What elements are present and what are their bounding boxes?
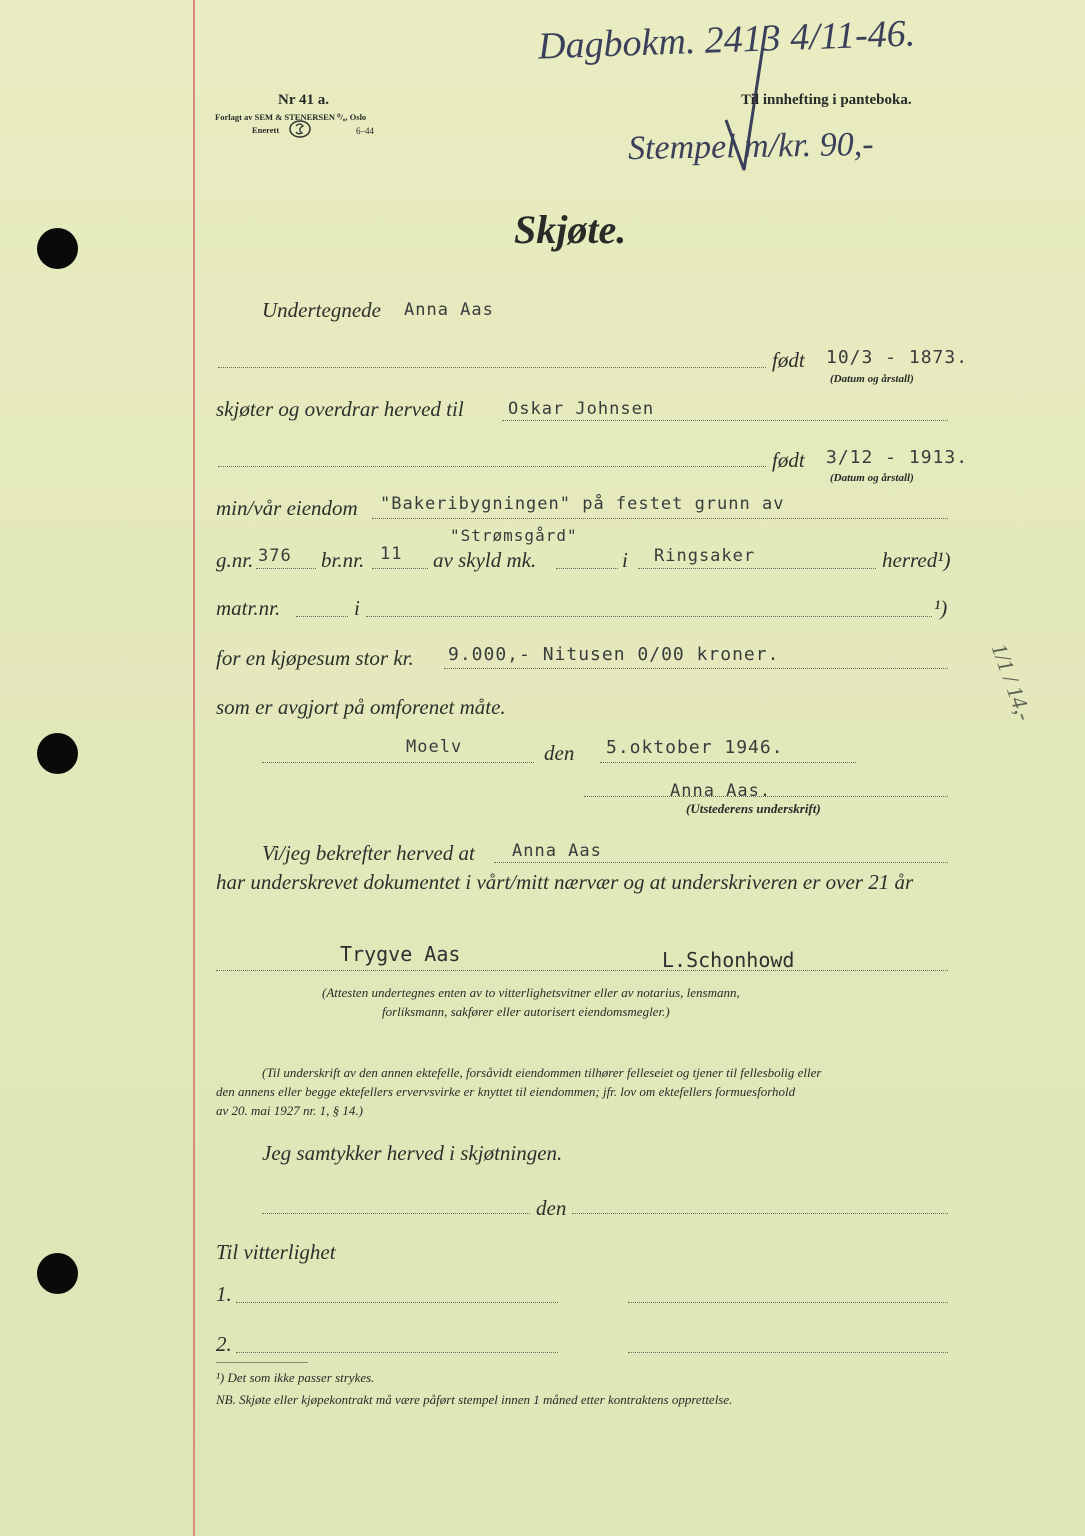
footnote-2: NB. Skjøte eller kjøpekontrakt må være påført stempel innen 1 måned etter kontraktens opprettelse.: [216, 1392, 733, 1407]
seller-name: Anna Aas: [404, 300, 494, 320]
date-line: [600, 762, 856, 763]
margin-pencil-marks: 1/1 / 14,-: [986, 640, 1038, 724]
punch-hole-bottom: [37, 1253, 78, 1294]
form-number: Nr 41 a.: [278, 92, 329, 108]
matr-label: matr.nr.: [216, 596, 281, 620]
farm-name: "Strømsgård": [450, 526, 578, 545]
matr-i-label: i: [354, 596, 360, 620]
consent-place-line: [262, 1213, 530, 1214]
seller-born-label: født: [772, 348, 805, 372]
price-settled: som er avgjort på omforenet måte.: [216, 695, 506, 719]
signing-place: Moelv: [406, 737, 463, 757]
brnr-value: 11: [380, 544, 403, 564]
spouse-note-1: (Til underskrift av den annen ektefelle, forsåvidt eiendommen tilhører felleseiet og tjener til fellesbolig eller: [262, 1065, 822, 1080]
stamp-note: Stempel m/kr. 90,-: [627, 125, 874, 168]
consent-text: Jeg samtykker herved i skjøtningen.: [262, 1141, 563, 1165]
witness-1: Trygve Aas: [340, 942, 461, 966]
attestation-line-2b: [628, 1352, 948, 1353]
witness-subject: Anna Aas: [512, 841, 602, 861]
signing-date: 5.oktober 1946.: [606, 737, 784, 758]
herred-label: herred¹): [882, 548, 951, 572]
price-line: [444, 668, 948, 669]
buyer-line-2: [218, 466, 766, 467]
punch-hole-middle: [37, 733, 78, 774]
gnr-line: [256, 568, 316, 569]
seller-label: Undertegnede: [262, 298, 381, 322]
footnote-rule: [216, 1362, 308, 1363]
witness-line: [216, 970, 948, 971]
issuer-signature: Anna Aas.: [670, 781, 772, 801]
witness-note-1: (Attesten undertegnes enten av to vitterlighetsvitner eller av notarius, lensmann,: [322, 985, 740, 1000]
skyld-line: [556, 568, 618, 569]
price-label: for en kjøpesum stor kr.: [216, 646, 414, 670]
matr-note: ¹): [934, 596, 948, 620]
skyld-label: av skyld mk.: [433, 548, 537, 572]
brnr-label: br.nr.: [321, 548, 365, 572]
attestation-line-2-label: 2.: [216, 1332, 232, 1356]
witness-statement: har underskrevet dokumentet i vårt/mitt nærvær og at underskriveren er over 21 år: [216, 870, 914, 894]
witness-2: L.Schonhowd: [662, 948, 795, 972]
punch-hole-top: [37, 228, 78, 269]
buyer-born-label: født: [772, 448, 805, 472]
buyer-born-date: 3/12 - 1913.: [826, 447, 969, 468]
matr-place-line: [366, 616, 932, 617]
footnote-1: ¹) Det som ikke passer strykes.: [216, 1370, 375, 1385]
spouse-note-2: den annens eller begge ektefellers ervervsvirke er knyttet til eiendommen; jfr. lov om ektefellers formuesforhold: [216, 1084, 796, 1099]
buyer-line: [502, 420, 948, 421]
publisher-logo-icon: [288, 119, 312, 139]
brnr-line: [372, 568, 428, 569]
document-title: Skjøte.: [514, 207, 627, 252]
signature-line: [584, 796, 948, 797]
seller-date-hint: (Datum og årstall): [830, 373, 914, 385]
transfer-label: skjøter og overdrar herved til: [216, 397, 464, 421]
gnr-value: 376: [258, 546, 292, 566]
attestation-label: Til vitterlighet: [216, 1240, 336, 1264]
diary-note: Dagbokm. 2413 4/11-46.: [537, 12, 916, 68]
buyer-name: Oskar Johnsen: [508, 399, 655, 419]
price-amount: 9.000,- Nitusen 0/00 kroner.: [448, 644, 780, 665]
municipality-line: [638, 568, 876, 569]
gnr-label: g.nr.: [216, 548, 254, 572]
spouse-note-3: av 20. mai 1927 nr. 1, § 14.): [216, 1103, 363, 1118]
publisher-enerett: Enerett: [252, 125, 280, 135]
attestation-line-1a: [236, 1302, 558, 1303]
publisher-line: Forlagt av SEM & STENERSEN ⁰/₀, Oslo: [215, 112, 367, 122]
attestation-line-1-label: 1.: [216, 1282, 232, 1306]
seller-line: [218, 367, 766, 368]
property-label: min/vår eiendom: [216, 496, 358, 520]
consent-date-line: [572, 1213, 948, 1214]
municipality: Ringsaker: [654, 546, 756, 566]
property-line: [372, 518, 948, 519]
witness-label: Vi/jeg bekrefter herved at: [262, 841, 475, 865]
witness-note-2: forliksmann, sakfører eller autorisert eiendomsmegler.): [382, 1004, 670, 1019]
matr-line: [296, 616, 348, 617]
attestation-line-1b: [628, 1302, 948, 1303]
signature-hint: (Utstederens underskrift): [686, 801, 821, 816]
buyer-date-hint: (Datum og årstall): [830, 472, 914, 484]
place-line: [262, 762, 534, 763]
seller-born-date: 10/3 - 1873.: [826, 347, 969, 368]
binding-note: Til innhefting i panteboka.: [741, 92, 912, 108]
publisher-date: 6–44: [356, 126, 374, 136]
municipality-i-label: i: [622, 548, 628, 572]
consent-den-label: den: [536, 1196, 567, 1220]
witness-subject-line: [494, 862, 948, 863]
margin-rule: [193, 0, 195, 1536]
property-description: "Bakeribygningen" på festet grunn av: [380, 494, 785, 514]
attestation-line-2a: [236, 1352, 558, 1353]
signing-den-label: den: [544, 741, 575, 765]
